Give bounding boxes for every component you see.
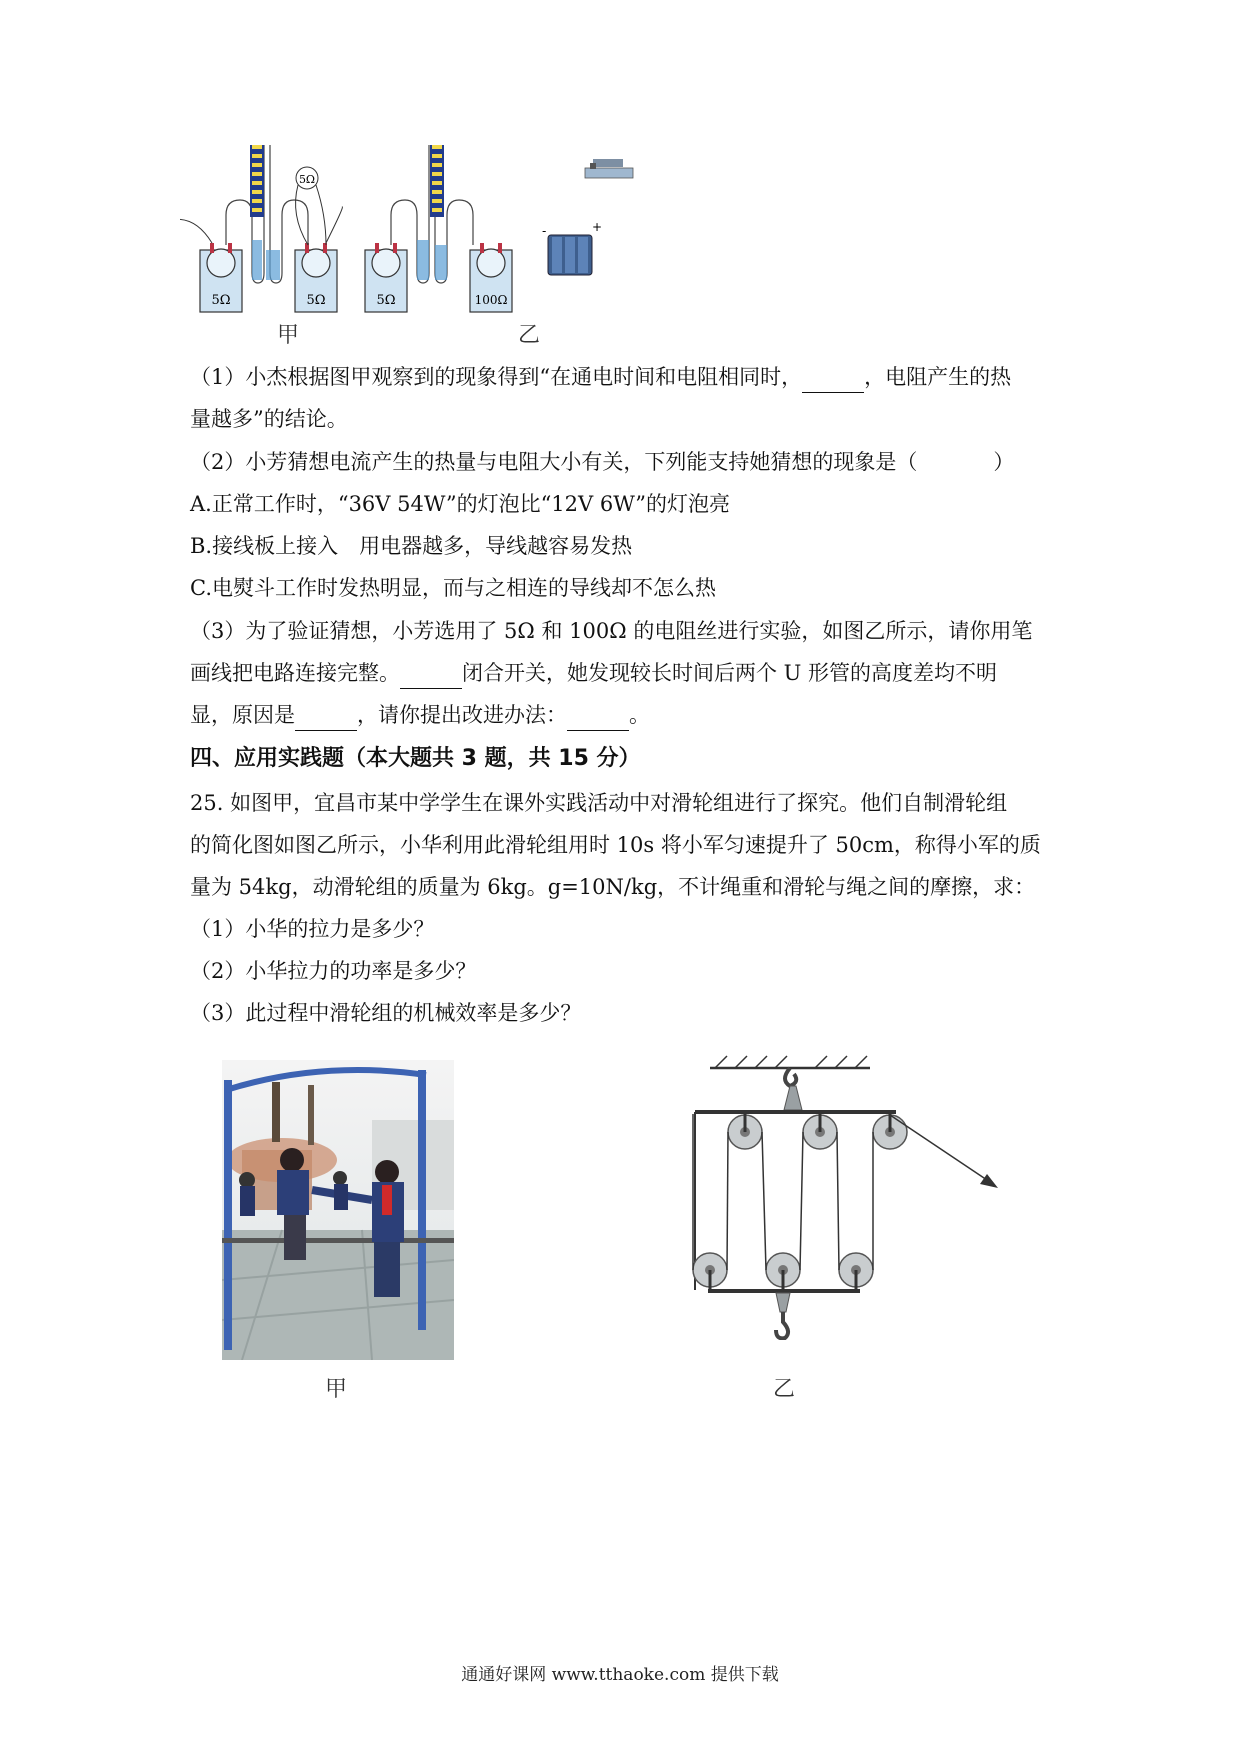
answer-blank xyxy=(802,362,864,393)
res-label-jia-parallel: 5Ω xyxy=(298,173,316,186)
answer-blank xyxy=(567,700,629,731)
movable-pulley xyxy=(693,1253,727,1290)
q24-part1-line2: 量越多”的结论。 xyxy=(190,407,348,431)
pulley-diagram xyxy=(680,1050,1040,1340)
fig1-caption-yi: 乙 xyxy=(518,323,541,348)
q25-sub1: （1）小华的拉力是多少？ xyxy=(190,917,435,941)
fig2-caption-jia: 甲 xyxy=(325,1377,348,1402)
fixed-pulley xyxy=(803,1112,837,1149)
fixed-pulley xyxy=(728,1112,762,1149)
q24-part3-line1: （3）为了验证猜想，小芳选用了 5Ω 和 100Ω 的电阻丝进行实验，如图乙所示，请你用笔 xyxy=(190,619,1033,643)
q25-sub3: （3）此过程中滑轮组的机械效率是多少？ xyxy=(190,1001,582,1025)
movable-pulley xyxy=(766,1253,800,1290)
coil-yi-right xyxy=(477,249,505,277)
fixed-pulley xyxy=(873,1112,907,1149)
q25-sub2: （2）小华拉力的功率是多少？ xyxy=(190,959,477,983)
battery-plus-label: + xyxy=(592,220,603,234)
coil-yi-left xyxy=(372,249,400,277)
coil-jia-right xyxy=(302,249,330,277)
fig1-caption-jia: 甲 xyxy=(277,323,300,348)
fig2-caption-yi: 乙 xyxy=(773,1377,796,1402)
res-label-jia-right: 5Ω xyxy=(306,293,326,308)
q25-line2: 的简化图如图乙所示，小华利用此滑轮组用时 10s 将小军匀速提升了 50cm，称得小军的质 xyxy=(190,833,1041,857)
q24-option-a: A.正常工作时，“36V 54W”的灯泡比“12V 6W”的灯泡亮 xyxy=(190,492,730,516)
q24-option-b: B.接线板上接入 用电器越多，导线越容易发热 xyxy=(190,534,633,558)
photo-students-pulley xyxy=(222,1060,454,1360)
switch-icon xyxy=(585,159,633,178)
q24-part2: （2）小芳猜想电流产生的热量与电阻大小有关，下列能支持她猜想的现象是（ ） xyxy=(190,450,1015,474)
battery-minus-label: - xyxy=(542,224,547,238)
q25-line1: 25. 如图甲，宜昌市某中学学生在课外实践活动中对滑轮组进行了探究。他们自制滑轮组 xyxy=(190,791,1008,815)
answer-blank xyxy=(400,658,462,689)
page-footer: 通通好课网 www.tthaoke.com 提供下载 xyxy=(461,1665,779,1685)
q24-part1-line1: （1）小杰根据图甲观察到的现象得到“在通电时间和电阻相同时， ，电阻产生的热 xyxy=(190,362,1011,393)
section-heading: 四、应用实践题（本大题共 3 题，共 15 分） xyxy=(190,746,641,771)
movable-pulley xyxy=(839,1253,873,1290)
bottom-connector xyxy=(776,1293,790,1312)
battery-icon xyxy=(542,220,602,275)
coil-jia-left xyxy=(207,249,235,277)
res-label-yi-right: 100Ω xyxy=(474,293,508,307)
force-arrow-head xyxy=(980,1174,998,1188)
bottom-hook-icon xyxy=(776,1312,788,1338)
top-connector xyxy=(784,1086,802,1110)
answer-blank xyxy=(295,700,357,731)
q24-part3-line3: 显，原因是 ，请你提出改进办法： 。 xyxy=(190,700,650,731)
q24-option-c: C.电熨斗工作时发热明显，而与之相连的导线却不怎么热 xyxy=(190,576,716,600)
q24-part3-line2: 画线把电路连接完整。 闭合开关，她发现较长时间后两个 U 形管的高度差均不明 xyxy=(190,658,997,689)
circuit-figure xyxy=(180,145,660,345)
res-label-jia-left: 5Ω xyxy=(211,293,231,308)
q25-line3: 量为 54kg，动滑轮组的质量为 6kg。g=10N/kg，不计绳重和滑轮与绳之间的摩擦，求： xyxy=(190,875,1036,899)
res-label-yi-left: 5Ω xyxy=(376,293,396,308)
